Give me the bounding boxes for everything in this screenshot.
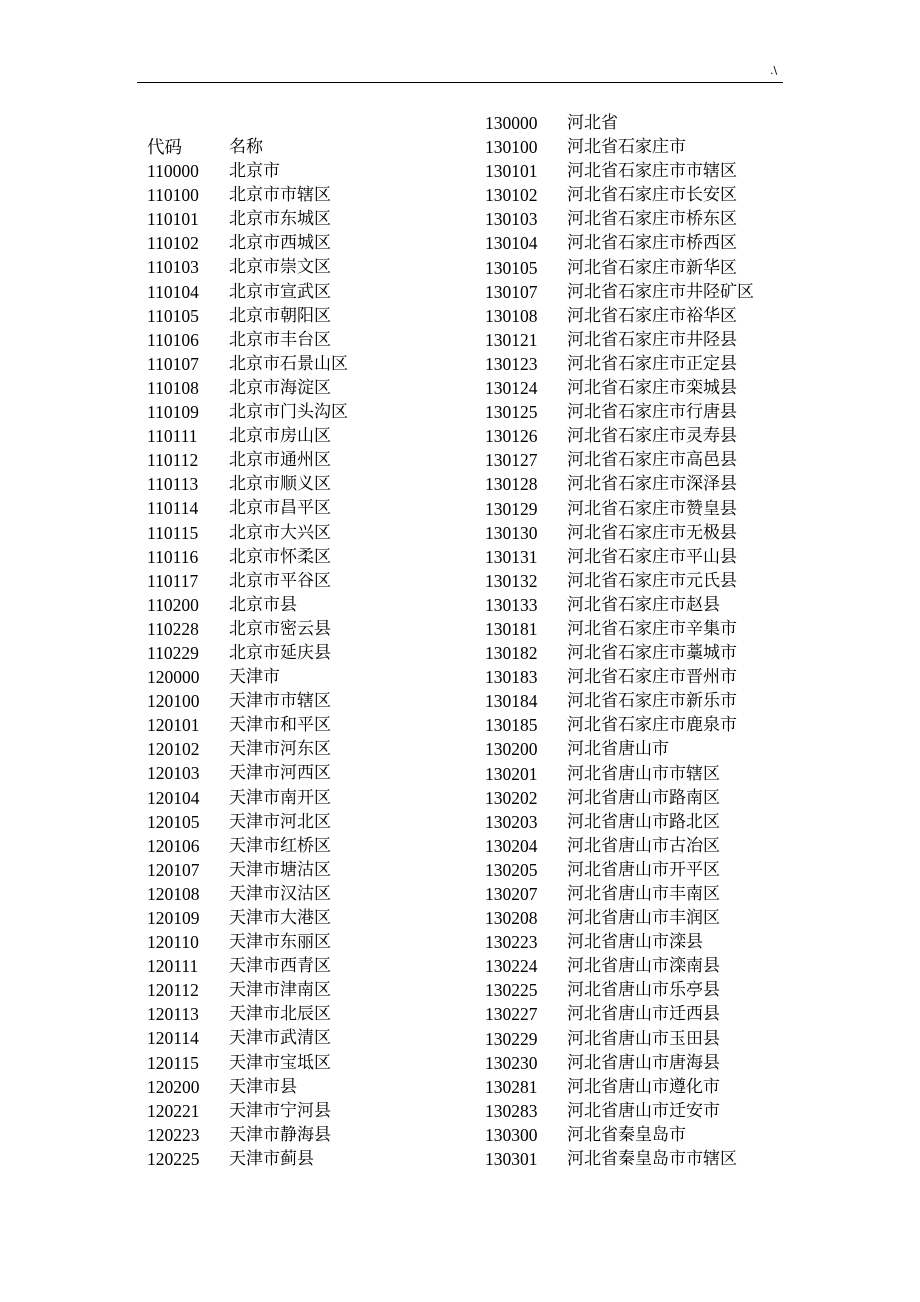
region-code: 110117 — [147, 570, 199, 591]
region-code: 120115 — [147, 1052, 199, 1073]
region-name: 河北省唐山市路南区 — [567, 787, 720, 808]
region-name: 河北省石家庄市赵县 — [567, 594, 720, 615]
region-code: 130125 — [485, 402, 538, 423]
region-name: 北京市密云县 — [229, 618, 331, 639]
region-code: 120112 — [147, 980, 199, 1001]
region-code: 120109 — [147, 908, 200, 928]
code-column-header: 代码 — [147, 137, 182, 157]
region-code: 130181 — [485, 618, 538, 639]
region-name: 天津市市辖区 — [229, 691, 331, 712]
region-code: 130100 — [485, 137, 538, 158]
region-code: 110103 — [147, 257, 199, 278]
region-name: 北京市海淀区 — [229, 377, 331, 398]
region-name: 河北省石家庄市桥东区 — [567, 209, 737, 230]
region-code: 110000 — [147, 161, 199, 182]
region-code: 130131 — [485, 546, 538, 567]
region-name: 北京市通州区 — [229, 450, 331, 471]
region-code: 130208 — [485, 908, 538, 929]
region-name: 河北省石家庄市行唐县 — [567, 402, 737, 423]
region-code: 130204 — [485, 835, 538, 856]
region-name: 河北省石家庄市新乐市 — [567, 691, 737, 712]
region-code: 110111 — [147, 426, 198, 447]
region-code: 130129 — [485, 498, 538, 519]
region-name: 天津市河东区 — [229, 739, 331, 760]
region-code: 120000 — [147, 667, 200, 688]
region-name: 河北省石家庄市灵寿县 — [567, 426, 737, 447]
region-code: 110115 — [147, 522, 199, 543]
region-code: 130107 — [485, 281, 538, 302]
header-mark: .\ — [770, 64, 778, 77]
region-name: 天津市东丽区 — [229, 932, 331, 953]
region-code: 110102 — [147, 233, 199, 254]
region-code: 130183 — [485, 667, 538, 688]
region-name: 河北省秦皇岛市 — [567, 1124, 686, 1145]
region-name: 河北省石家庄市鹿泉市 — [567, 715, 737, 736]
region-name: 河北省石家庄市无极县 — [567, 522, 737, 543]
region-code: 130283 — [485, 1100, 538, 1121]
region-code: 130230 — [485, 1052, 538, 1073]
region-name: 天津市塘沽区 — [229, 859, 331, 880]
region-name: 河北省石家庄市晋州市 — [567, 667, 737, 688]
region-name: 河北省唐山市滦县 — [567, 932, 703, 953]
region-name: 北京市县 — [229, 594, 297, 615]
region-name: 天津市县 — [229, 1076, 297, 1097]
region-name: 河北省唐山市滦南县 — [567, 956, 720, 977]
region-code: 130224 — [485, 956, 538, 977]
region-name: 天津市 — [229, 667, 280, 688]
region-code: 120107 — [147, 859, 200, 880]
region-code: 130205 — [485, 859, 538, 880]
region-code: 130182 — [485, 643, 538, 664]
region-code: 110116 — [147, 546, 199, 567]
region-name: 北京市东城区 — [229, 209, 331, 230]
region-code: 130133 — [485, 594, 538, 615]
header-rule — [137, 82, 783, 83]
region-code: 110229 — [147, 642, 199, 663]
region-name: 河北省石家庄市赞皇县 — [567, 498, 737, 519]
region-code: 130101 — [485, 161, 538, 182]
region-name: 河北省唐山市唐海县 — [567, 1052, 720, 1073]
region-code: 130124 — [485, 378, 538, 399]
region-code: 130281 — [485, 1076, 538, 1097]
region-code: 110200 — [147, 594, 199, 615]
region-name: 河北省唐山市市辖区 — [567, 763, 720, 784]
region-code: 130227 — [485, 1004, 538, 1025]
region-name: 河北省石家庄市高邑县 — [567, 450, 737, 471]
region-name: 天津市汉沽区 — [229, 883, 331, 904]
region-code: 120111 — [147, 956, 199, 977]
region-name: 河北省唐山市迁西县 — [567, 1004, 720, 1025]
region-code: 130126 — [485, 426, 538, 447]
region-name: 河北省石家庄市元氏县 — [567, 570, 737, 591]
region-code: 110108 — [147, 377, 199, 398]
region-name: 河北省石家庄市平山县 — [567, 546, 737, 567]
region-name: 河北省石家庄市裕华区 — [567, 305, 737, 326]
region-name: 河北省秦皇岛市市辖区 — [567, 1149, 737, 1170]
region-name: 天津市河北区 — [229, 811, 331, 832]
region-name: 北京市大兴区 — [229, 522, 331, 543]
region-name: 北京市 — [229, 161, 280, 182]
region-code: 130132 — [485, 570, 538, 591]
region-name: 北京市门头沟区 — [229, 402, 348, 423]
region-code: 120102 — [147, 739, 200, 760]
region-name: 河北省石家庄市 — [567, 137, 686, 158]
region-name: 北京市怀柔区 — [229, 546, 331, 567]
region-name: 天津市红桥区 — [229, 835, 331, 856]
region-code: 130229 — [485, 1028, 538, 1049]
region-name: 河北省石家庄市栾城县 — [567, 378, 737, 399]
region-code: 120200 — [147, 1076, 200, 1097]
region-code: 130203 — [485, 811, 538, 832]
region-code: 120113 — [147, 1004, 199, 1025]
region-name: 北京市朝阳区 — [229, 305, 331, 326]
region-name: 北京市丰台区 — [229, 329, 331, 350]
region-code: 120108 — [147, 883, 200, 904]
region-code: 130201 — [485, 763, 538, 784]
region-name: 天津市宁河县 — [229, 1100, 331, 1121]
region-name: 河北省石家庄市辛集市 — [567, 618, 737, 639]
region-name: 河北省石家庄市藁城市 — [567, 643, 737, 664]
region-name: 北京市石景山区 — [229, 353, 348, 374]
region-name: 河北省石家庄市新华区 — [567, 257, 737, 278]
region-code: 130185 — [485, 715, 538, 736]
region-name: 北京市崇文区 — [229, 257, 331, 278]
region-name: 河北省唐山市遵化市 — [567, 1076, 720, 1097]
region-name: 河北省石家庄市长安区 — [567, 185, 737, 206]
region-code: 110106 — [147, 329, 199, 350]
region-code: 130121 — [485, 329, 538, 350]
region-code: 110105 — [147, 305, 199, 326]
region-name: 河北省唐山市丰润区 — [567, 908, 720, 929]
region-code: 110104 — [147, 281, 199, 302]
region-name: 天津市河西区 — [229, 763, 331, 784]
region-code: 110100 — [147, 185, 199, 206]
region-name: 天津市静海县 — [229, 1124, 331, 1145]
region-name: 河北省唐山市开平区 — [567, 859, 720, 880]
region-name: 河北省唐山市古冶区 — [567, 835, 720, 856]
region-code: 130301 — [485, 1149, 538, 1170]
region-name: 天津市西青区 — [229, 956, 331, 977]
region-code: 110109 — [147, 402, 199, 423]
region-code: 110113 — [147, 474, 199, 495]
region-name: 河北省唐山市乐亭县 — [567, 980, 720, 1001]
region-code: 110112 — [147, 450, 199, 471]
region-code: 130200 — [485, 739, 538, 760]
region-name: 河北省唐山市迁安市 — [567, 1100, 720, 1121]
region-name: 河北省石家庄市桥西区 — [567, 233, 737, 254]
region-name: 河北省石家庄市深泽县 — [567, 474, 737, 495]
region-name: 天津市南开区 — [229, 787, 331, 808]
region-code: 110107 — [147, 353, 199, 374]
region-name: 河北省唐山市路北区 — [567, 811, 720, 832]
region-name: 河北省石家庄市市辖区 — [567, 161, 737, 182]
region-name: 河北省唐山市玉田县 — [567, 1028, 720, 1049]
region-name: 北京市市辖区 — [229, 185, 331, 206]
region-name: 天津市武清区 — [229, 1028, 331, 1049]
region-code: 130127 — [485, 450, 538, 471]
region-name: 天津市北辰区 — [229, 1004, 331, 1025]
region-code: 120100 — [147, 691, 200, 712]
region-code: 120221 — [147, 1100, 200, 1121]
region-name: 北京市昌平区 — [229, 498, 331, 519]
region-code: 120105 — [147, 811, 200, 832]
region-name: 天津市宝坻区 — [229, 1052, 331, 1073]
region-code: 130105 — [485, 257, 538, 278]
region-name: 天津市蓟县 — [229, 1148, 314, 1169]
region-code: 130225 — [485, 980, 538, 1001]
region-name: 河北省石家庄市正定县 — [567, 353, 737, 374]
region-name: 河北省唐山市 — [567, 739, 669, 760]
region-name: 北京市房山区 — [229, 426, 331, 447]
region-code: 120103 — [147, 763, 200, 784]
region-name: 河北省石家庄市井陉矿区 — [567, 281, 754, 302]
name-column-header: 名称 — [229, 137, 263, 157]
region-code: 120106 — [147, 835, 200, 856]
region-code: 120104 — [147, 787, 200, 808]
region-code: 110228 — [147, 618, 199, 639]
region-code: 130223 — [485, 932, 538, 953]
region-name: 北京市西城区 — [229, 233, 331, 254]
region-code: 130108 — [485, 305, 538, 326]
region-code: 130104 — [485, 233, 538, 254]
region-code: 110101 — [147, 209, 199, 230]
region-code: 120223 — [147, 1124, 200, 1145]
region-code: 120101 — [147, 715, 200, 736]
region-code: 130130 — [485, 522, 538, 543]
region-name: 河北省石家庄市井陉县 — [567, 329, 737, 350]
region-name: 天津市津南区 — [229, 980, 331, 1001]
region-name: 河北省 — [567, 113, 618, 133]
region-name: 河北省唐山市丰南区 — [567, 884, 720, 904]
region-code: 110114 — [147, 498, 199, 519]
region-name: 北京市延庆县 — [229, 642, 331, 663]
region-name: 北京市顺义区 — [229, 474, 331, 495]
region-name: 北京市宣武区 — [229, 281, 331, 302]
region-code: 130128 — [485, 474, 538, 495]
region-code: 120110 — [147, 932, 199, 953]
region-code: 130207 — [485, 884, 538, 904]
region-code: 130000 — [485, 113, 538, 133]
region-code: 130102 — [485, 185, 538, 206]
region-name: 北京市平谷区 — [229, 570, 331, 591]
region-name: 天津市大港区 — [229, 908, 331, 928]
region-code: 130123 — [485, 353, 538, 374]
region-code: 120114 — [147, 1028, 199, 1049]
region-code: 130300 — [485, 1124, 538, 1145]
region-name: 天津市和平区 — [229, 715, 331, 736]
region-code: 130184 — [485, 691, 538, 712]
region-code: 130103 — [485, 209, 538, 230]
region-code: 130202 — [485, 787, 538, 808]
region-code: 120225 — [147, 1148, 200, 1169]
